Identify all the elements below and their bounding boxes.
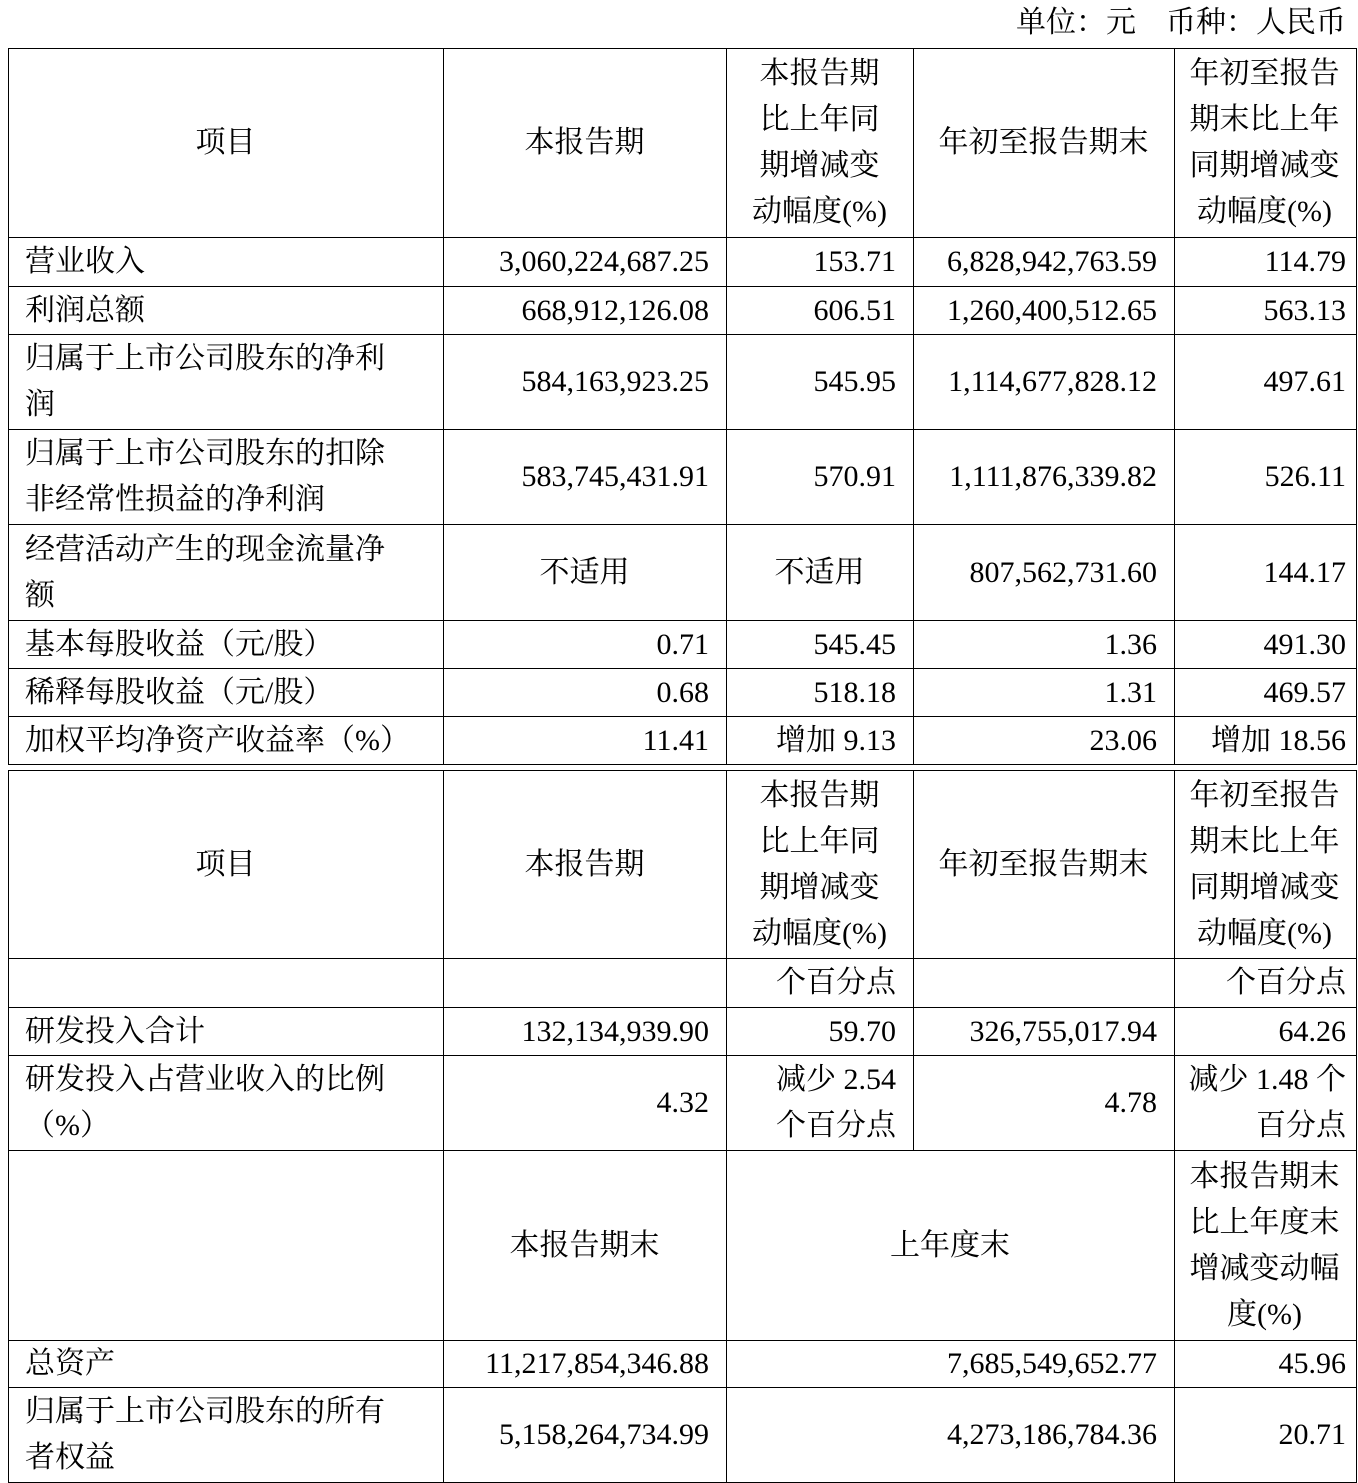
- item-cell: 归属于上市公司股东的所有 者权益: [9, 1388, 444, 1483]
- header-current-period-yoy: 本报告期 比上年同 期增减变 动幅度(%): [727, 771, 914, 959]
- ytd-cell: 326,755,017.94: [914, 1008, 1175, 1056]
- ytd-cell: 4.78: [914, 1056, 1175, 1151]
- ytd-yoy-cell: 个百分点: [1175, 959, 1357, 1008]
- current-period-yoy-cell: 个百分点: [727, 959, 914, 1008]
- current-period-cell: 583,745,431.91: [444, 430, 727, 525]
- key-financial-data-table: [8, 48, 1357, 765]
- current-period-cell: 3,060,224,687.25: [444, 238, 727, 287]
- row-weighted-roe: [9, 717, 1357, 765]
- change-cell: 20.71: [1175, 1388, 1357, 1483]
- current-period-yoy-cell: 153.71: [727, 238, 914, 287]
- ytd-cell: 1.36: [914, 621, 1175, 669]
- ytd-cell: 6,828,942,763.59: [914, 238, 1175, 287]
- ytd-yoy-cell: 144.17: [1175, 525, 1357, 621]
- row-net-profit-attributable: [9, 335, 1357, 430]
- key-financial-data-table-continued: [8, 770, 1357, 1483]
- header-ytd: 年初至报告期末: [914, 49, 1175, 238]
- change-cell: 45.96: [1175, 1341, 1357, 1388]
- current-period-cell: 584,163,923.25: [444, 335, 727, 430]
- current-period-cell: 不适用: [444, 525, 727, 621]
- item-cell: 研发投入占营业收入的比例 （%）: [9, 1056, 444, 1151]
- balance-header-change: 本报告期末 比上年度末 增减变动幅 度(%): [1175, 1151, 1357, 1341]
- item-cell: 总资产: [9, 1341, 444, 1388]
- ytd-yoy-cell: 497.61: [1175, 335, 1357, 430]
- ytd-cell: [914, 959, 1175, 1008]
- item-cell: 基本每股收益（元/股）: [9, 621, 444, 669]
- header-current-period: 本报告期: [444, 49, 727, 238]
- ytd-cell: 1,114,677,828.12: [914, 335, 1175, 430]
- row-operating-revenue: [9, 238, 1357, 287]
- header-item: 项目: [9, 771, 444, 959]
- current-period-yoy-cell: 518.18: [727, 669, 914, 717]
- row-operating-cash-flow: [9, 525, 1357, 621]
- ytd-cell: 1,260,400,512.65: [914, 287, 1175, 335]
- current-period-yoy-cell: 545.45: [727, 621, 914, 669]
- balance-header-period-end: 本报告期末: [444, 1151, 727, 1341]
- item-cell: 经营活动产生的现金流量净 额: [9, 525, 444, 621]
- current-period-yoy-cell: 606.51: [727, 287, 914, 335]
- period-end-cell: 11,217,854,346.88: [444, 1341, 727, 1388]
- header-current-period-yoy: 本报告期 比上年同 期增减变 动幅度(%): [727, 49, 914, 238]
- item-cell: 归属于上市公司股东的净利 润: [9, 335, 444, 430]
- item-cell: 稀释每股收益（元/股）: [9, 669, 444, 717]
- prior-year-end-cell: 7,685,549,652.77: [727, 1341, 1175, 1388]
- prior-year-end-cell: 4,273,186,784.36: [727, 1388, 1175, 1483]
- ytd-yoy-cell: 491.30: [1175, 621, 1357, 669]
- row-shareholders-equity: [9, 1388, 1357, 1483]
- current-period-cell: 11.41: [444, 717, 727, 765]
- item-cell: 加权平均净资产收益率（%）: [9, 717, 444, 765]
- item-cell: 利润总额: [9, 287, 444, 335]
- header-row: [9, 771, 1357, 959]
- row-net-profit-excl-nonrecurring: [9, 430, 1357, 525]
- ytd-cell: 1.31: [914, 669, 1175, 717]
- row-rd-investment-total: [9, 1008, 1357, 1056]
- item-cell: 营业收入: [9, 238, 444, 287]
- balance-header-row: [9, 1151, 1357, 1341]
- header-ytd-yoy: 年初至报告 期末比上年 同期增减变 动幅度(%): [1175, 771, 1357, 959]
- unit-currency-note: 单位：元 币种：人民币: [1016, 6, 1346, 39]
- header-row: [9, 49, 1357, 238]
- row-total-profit: [9, 287, 1357, 335]
- header-item: 项目: [9, 49, 444, 238]
- current-period-yoy-cell: 不适用: [727, 525, 914, 621]
- ytd-cell: 807,562,731.60: [914, 525, 1175, 621]
- ytd-yoy-cell: 114.79: [1175, 238, 1357, 287]
- current-period-yoy-cell: 减少 2.54 个百分点: [727, 1056, 914, 1151]
- current-period-yoy-cell: 545.95: [727, 335, 914, 430]
- row-continuation: [9, 959, 1357, 1008]
- ytd-yoy-cell: 563.13: [1175, 287, 1357, 335]
- row-basic-eps: [9, 621, 1357, 669]
- balance-header-prior-year-end: 上年度末: [727, 1151, 1175, 1341]
- current-period-yoy-cell: 增加 9.13: [727, 717, 914, 765]
- current-period-cell: [444, 959, 727, 1008]
- balance-header-item: [9, 1151, 444, 1341]
- current-period-yoy-cell: 59.70: [727, 1008, 914, 1056]
- header-current-period: 本报告期: [444, 771, 727, 959]
- item-cell: [9, 959, 444, 1008]
- row-total-assets: [9, 1341, 1357, 1388]
- ytd-cell: 23.06: [914, 717, 1175, 765]
- ytd-yoy-cell: 减少 1.48 个 百分点: [1175, 1056, 1357, 1151]
- period-end-cell: 5,158,264,734.99: [444, 1388, 727, 1483]
- item-cell: 研发投入合计: [9, 1008, 444, 1056]
- ytd-yoy-cell: 469.57: [1175, 669, 1357, 717]
- current-period-yoy-cell: 570.91: [727, 430, 914, 525]
- current-period-cell: 0.68: [444, 669, 727, 717]
- current-period-cell: 4.32: [444, 1056, 727, 1151]
- row-rd-to-revenue-ratio: [9, 1056, 1357, 1151]
- header-ytd: 年初至报告期末: [914, 771, 1175, 959]
- item-cell: 归属于上市公司股东的扣除 非经常性损益的净利润: [9, 430, 444, 525]
- ytd-yoy-cell: 526.11: [1175, 430, 1357, 525]
- current-period-cell: 132,134,939.90: [444, 1008, 727, 1056]
- header-ytd-yoy: 年初至报告 期末比上年 同期增减变 动幅度(%): [1175, 49, 1357, 238]
- current-period-cell: 668,912,126.08: [444, 287, 727, 335]
- ytd-yoy-cell: 64.26: [1175, 1008, 1357, 1056]
- row-diluted-eps: [9, 669, 1357, 717]
- ytd-yoy-cell: 增加 18.56: [1175, 717, 1357, 765]
- ytd-cell: 1,111,876,339.82: [914, 430, 1175, 525]
- current-period-cell: 0.71: [444, 621, 727, 669]
